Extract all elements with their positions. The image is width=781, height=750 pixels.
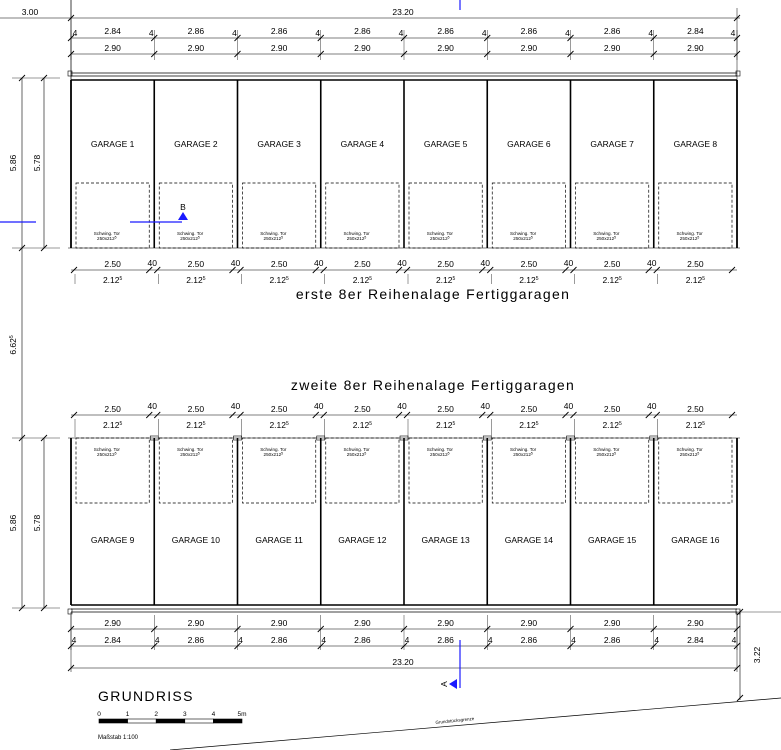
wall-thickness-dimension: 4	[71, 635, 77, 645]
drawing-title: GRUNDRISS	[98, 688, 194, 704]
door-label: $250x212^5$	[679, 235, 700, 241]
inner-width-dimension: 2.84	[687, 635, 704, 645]
door-label: Schwing. Tor	[93, 231, 120, 236]
garage-label: GARAGE 3	[257, 139, 301, 149]
door-label: Schwing. Tor	[509, 447, 537, 452]
scale-tick-label: 5m	[237, 711, 247, 718]
door-height-dimension: 2.12$^5$	[102, 420, 123, 430]
axis-width-dimension: 2.90	[437, 618, 454, 628]
door-gap-dimension: 40	[147, 401, 157, 411]
garage-label: GARAGE 1	[90, 139, 135, 149]
garage-label: GARAGE 13	[421, 535, 470, 545]
scale-tick-label: 0	[97, 711, 101, 718]
garage-label: GARAGE 8	[673, 139, 718, 149]
row1-corner-right	[736, 71, 740, 76]
door-gap-dimension: 40	[314, 258, 324, 268]
inner-width-dimension: 2.86	[354, 26, 371, 36]
door-width-dimension: 2.50	[270, 259, 288, 269]
door-gap-dimension: 40	[647, 401, 657, 411]
aisle-depth-dimension: 6.62$^5$	[8, 335, 18, 355]
scale-tick-label: 1	[125, 711, 130, 718]
scale-tick-label: 4	[211, 711, 216, 718]
axis-width-dimension: 2.90	[687, 43, 704, 53]
axis-width-dimension: 2.90	[603, 43, 621, 53]
wall-thickness-dimension: 4	[404, 635, 410, 645]
row2-title: zweite 8er Reihenalage Fertiggaragen	[290, 377, 576, 393]
axis-width-dimension: 2.90	[104, 618, 121, 628]
door-width-dimension: 2.50	[187, 404, 205, 414]
inner-width-dimension: 2.86	[187, 635, 205, 645]
depth-outer-dimension: 5.86	[8, 514, 18, 532]
wall-thickness-dimension: 4	[72, 28, 78, 38]
section-b-label: B	[180, 202, 186, 212]
door-height-dimension: 2.12$^5$	[269, 420, 289, 430]
depth-inner-dimension: 5.78	[32, 154, 42, 172]
wall-thickness-dimension: 4	[481, 28, 487, 38]
inner-width-dimension: 2.86	[520, 635, 538, 645]
door-gap-dimension: 40	[480, 401, 490, 411]
door-width-dimension: 2.50	[687, 404, 704, 414]
door-gap-dimension: 40	[563, 401, 574, 411]
axis-width-dimension: 2.90	[354, 43, 371, 53]
door-label: $250x212^5$	[263, 235, 284, 241]
inner-width-dimension: 2.86	[520, 26, 538, 36]
door-height-dimension: 2.12$^5$	[102, 275, 123, 285]
axis-width-dimension: 2.90	[603, 618, 621, 628]
wall-thickness-dimension: 4	[571, 635, 576, 645]
boundary-offset-dimension: 3.22	[752, 646, 762, 664]
door-label: $250x212^5$	[263, 451, 284, 457]
door-width-dimension: 2.50	[104, 404, 121, 414]
wall-thickness-dimension: 4	[648, 28, 654, 38]
axis-width-dimension: 2.90	[270, 618, 288, 628]
door-label: Schwing. Tor	[260, 231, 287, 236]
door-gap-dimension: 40	[230, 258, 241, 268]
door-gap-dimension: 40	[397, 258, 407, 268]
scale-label: Maßstab 1:100	[98, 735, 139, 741]
inner-width-dimension: 2.86	[437, 26, 454, 36]
wall-thickness-dimension: 4	[730, 28, 736, 38]
axis-width-dimension: 2.90	[270, 43, 288, 53]
door-label: $250x212^5$	[346, 235, 367, 241]
door-width-dimension: 2.50	[270, 404, 288, 414]
garage-label: GARAGE 5	[423, 139, 468, 149]
inner-width-dimension: 2.86	[354, 635, 371, 645]
door-gap-dimension: 40	[314, 401, 324, 411]
garage-label: GARAGE 16	[671, 535, 720, 545]
door-gap-dimension: 40	[563, 258, 574, 268]
door-label: Schwing. Tor	[426, 447, 453, 452]
inner-width-dimension: 2.86	[270, 26, 288, 36]
wall-thickness-dimension: 4	[398, 28, 404, 38]
section-b-marker	[178, 212, 188, 220]
inner-width-dimension: 2.86	[270, 635, 288, 645]
total-width-top: 23.20	[392, 7, 414, 17]
door-gap-dimension: 40	[647, 258, 657, 268]
door-label: $250x212^5$	[596, 235, 617, 241]
door-label: Schwing. Tor	[676, 231, 703, 236]
door-height-dimension: 2.12$^5$	[435, 420, 456, 430]
wall-thickness-dimension: 4	[321, 635, 327, 645]
door-label: $250x212^5$	[430, 451, 450, 457]
scale-bar-segment	[99, 719, 128, 723]
garage-label: GARAGE 12	[338, 535, 387, 545]
total-width-bottom: 23.20	[392, 657, 414, 667]
depth-inner-dimension: 5.78	[32, 514, 42, 532]
door-height-dimension: 2.12$^5$	[685, 420, 706, 430]
door-label: $250x212^5$	[97, 451, 117, 457]
row1-title: erste 8er Reihenalage Fertiggaragen	[295, 286, 571, 302]
door-width-dimension: 2.50	[520, 404, 538, 414]
door-height-dimension: 2.12$^5$	[352, 275, 373, 285]
door-width-dimension: 2.50	[437, 404, 454, 414]
door-width-dimension: 2.50	[437, 259, 454, 269]
door-height-dimension: 2.12$^5$	[186, 420, 206, 430]
axis-width-dimension: 2.90	[520, 43, 538, 53]
inner-width-dimension: 2.86	[437, 635, 454, 645]
garage-label: GARAGE 6	[507, 139, 551, 149]
row2-corner-left	[68, 609, 72, 614]
inner-width-dimension: 2.84	[104, 26, 121, 36]
row2-corner-right	[736, 609, 740, 614]
section-a-marker	[449, 679, 457, 689]
inner-width-dimension: 2.86	[603, 26, 621, 36]
scale-tick-label: 3	[182, 711, 187, 718]
inner-width-dimension: 2.84	[687, 26, 704, 36]
wall-thickness-dimension: 4	[487, 635, 493, 645]
wall-thickness-dimension: 4	[565, 28, 570, 38]
door-gap-dimension: 40	[397, 401, 407, 411]
garage-label: GARAGE 2	[174, 139, 218, 149]
door-label: $250x212^5$	[430, 235, 450, 241]
garage-label: GARAGE 15	[588, 535, 637, 545]
door-width-dimension: 2.50	[187, 259, 205, 269]
scale-bar-segment	[185, 719, 214, 723]
scale-tick-label: 2	[154, 711, 159, 718]
garage-label: GARAGE 14	[504, 535, 553, 545]
door-label: Schwing. Tor	[176, 231, 204, 236]
door-height-dimension: 2.12$^5$	[685, 275, 706, 285]
axis-width-dimension: 2.90	[354, 618, 371, 628]
door-label: $250x212^5$	[596, 451, 617, 457]
door-label: Schwing. Tor	[593, 447, 620, 452]
axis-width-dimension: 2.90	[520, 618, 538, 628]
wall-thickness-dimension: 4	[232, 28, 237, 38]
wall-thickness-dimension: 4	[154, 635, 160, 645]
wall-thickness-dimension: 4	[238, 635, 243, 645]
door-height-dimension: 2.12$^5$	[435, 275, 456, 285]
door-label: Schwing. Tor	[343, 231, 370, 236]
inner-width-dimension: 2.86	[187, 26, 205, 36]
door-width-dimension: 2.50	[354, 404, 371, 414]
wall-thickness-dimension: 4	[654, 635, 660, 645]
axis-width-dimension: 2.90	[437, 43, 454, 53]
door-label: Schwing. Tor	[509, 231, 537, 236]
wall-thickness-dimension: 4	[315, 28, 321, 38]
scale-bar-segment	[156, 719, 185, 723]
inner-width-dimension: 2.86	[603, 635, 621, 645]
axis-width-dimension: 2.90	[187, 618, 205, 628]
door-label: $250x212^5$	[97, 235, 117, 241]
wall-thickness-dimension: 4	[731, 635, 737, 645]
section-a-label: A	[439, 681, 449, 687]
door-width-dimension: 2.50	[104, 259, 121, 269]
door-width-dimension: 2.50	[520, 259, 538, 269]
property-boundary-line	[170, 698, 781, 750]
axis-width-dimension: 2.90	[187, 43, 205, 53]
door-height-dimension: 2.12$^5$	[602, 275, 622, 285]
door-width-dimension: 2.50	[603, 404, 621, 414]
door-height-dimension: 2.12$^5$	[352, 420, 373, 430]
garage-label: GARAGE 7	[590, 139, 634, 149]
door-height-dimension: 2.12$^5$	[519, 275, 539, 285]
inner-width-dimension: 2.84	[104, 635, 121, 645]
plan-labels	[8, 26, 737, 718]
door-height-dimension: 2.12$^5$	[519, 420, 539, 430]
door-height-dimension: 2.12$^5$	[186, 275, 206, 285]
row1-corner-left	[68, 71, 72, 76]
door-label: $250x212^5$	[513, 451, 533, 457]
garage-label: GARAGE 4	[340, 139, 385, 149]
door-width-dimension: 2.50	[687, 259, 704, 269]
left-offset-dimension: 3.00	[21, 7, 39, 17]
door-gap-dimension: 40	[480, 258, 490, 268]
depth-outer-dimension: 5.86	[8, 154, 18, 172]
door-label: $250x212^5$	[679, 451, 700, 457]
door-label: $250x212^5$	[180, 235, 200, 241]
garage-label: GARAGE 11	[255, 535, 303, 545]
axis-width-dimension: 2.90	[687, 618, 704, 628]
door-width-dimension: 2.50	[354, 259, 371, 269]
door-height-dimension: 2.12$^5$	[602, 420, 622, 430]
wall-thickness-dimension: 4	[148, 28, 154, 38]
garage-label: GARAGE 10	[171, 535, 220, 545]
door-label: Schwing. Tor	[593, 231, 620, 236]
door-label: Schwing. Tor	[260, 447, 287, 452]
door-label: Schwing. Tor	[676, 447, 703, 452]
garage-label: GARAGE 9	[90, 535, 135, 545]
door-label: $250x212^5$	[180, 451, 200, 457]
boundary-label: Grundstücksgrenze	[435, 715, 475, 726]
door-height-dimension: 2.12$^5$	[269, 275, 289, 285]
door-label: $250x212^5$	[513, 235, 533, 241]
door-gap-dimension: 40	[147, 258, 157, 268]
door-label: $250x212^5$	[346, 451, 367, 457]
door-label: Schwing. Tor	[176, 447, 204, 452]
door-gap-dimension: 40	[230, 401, 241, 411]
scale-bar-segment	[213, 719, 242, 723]
scale-bar-segment	[128, 719, 157, 723]
door-label: Schwing. Tor	[426, 231, 453, 236]
axis-width-dimension: 2.90	[104, 43, 121, 53]
door-width-dimension: 2.50	[603, 259, 621, 269]
door-label: Schwing. Tor	[343, 447, 370, 452]
door-label: Schwing. Tor	[93, 447, 120, 452]
